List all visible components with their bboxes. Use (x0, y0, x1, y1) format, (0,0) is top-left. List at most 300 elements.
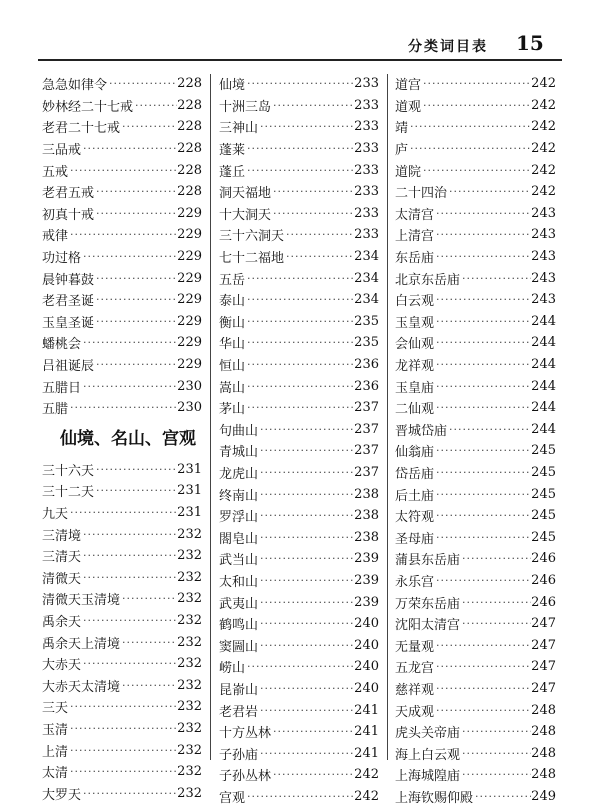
entry-page-number: 232 (177, 742, 202, 758)
dot-leader (133, 99, 177, 112)
entry-term: 嵩山 (219, 380, 246, 396)
entry-page-number: 237 (354, 443, 379, 459)
index-entry (219, 159, 379, 181)
entry-term: 昆嵛山 (219, 682, 259, 698)
entry-term: 洞天福地 (219, 186, 272, 202)
dot-leader (94, 315, 177, 328)
entry-term: 罗浮山 (219, 510, 259, 526)
entry-page-number: 232 (177, 612, 202, 628)
entry-page-number: 232 (177, 526, 202, 542)
dot-leader (81, 614, 177, 627)
index-entry (42, 653, 202, 675)
dot-leader (81, 571, 177, 584)
index-entry (219, 332, 379, 354)
index-entry (395, 73, 556, 95)
index-entry (42, 224, 202, 246)
entry-term: 天成观 (395, 704, 435, 720)
dot-leader (434, 293, 531, 306)
entry-term: 老君岩 (219, 704, 259, 720)
page-number: 15 (516, 31, 544, 55)
dot-leader (258, 531, 354, 544)
entry-page-number: 229 (177, 357, 202, 373)
index-entry (42, 73, 202, 95)
entry-page-number: 233 (354, 141, 379, 157)
dot-leader (258, 617, 354, 630)
entry-term: 沈阳太清宫 (395, 618, 461, 634)
index-entry (395, 311, 556, 333)
dot-leader (460, 552, 531, 565)
dot-leader (81, 549, 177, 562)
dot-leader (258, 704, 354, 717)
entry-page-number: 244 (531, 335, 556, 351)
index-entry (42, 523, 202, 545)
entry-page-number: 233 (354, 205, 379, 221)
dot-leader (258, 120, 354, 133)
index-entry (395, 203, 556, 225)
entry-term: 戒律 (42, 229, 69, 245)
entry-term: 岱岳庙 (395, 466, 435, 482)
entry-page-number: 232 (177, 591, 202, 607)
entry-term: 恒山 (219, 359, 246, 375)
entry-term: 功过格 (42, 251, 82, 267)
index-column-1 (42, 73, 202, 804)
dot-leader (68, 700, 177, 713)
entry-page-number: 237 (354, 421, 379, 437)
entry-term: 武当山 (219, 553, 259, 569)
dot-leader (460, 725, 531, 738)
dot-leader (434, 639, 531, 652)
index-entry (219, 462, 379, 484)
entry-page-number: 233 (354, 97, 379, 113)
index-entry (395, 224, 556, 246)
index-entry (395, 440, 556, 462)
entry-page-number: 244 (531, 357, 556, 373)
entry-page-number: 232 (177, 764, 202, 780)
index-entry (42, 588, 202, 610)
entry-term: 晋城岱庙 (395, 423, 448, 439)
index-entry (219, 203, 379, 225)
entry-term: 华山 (219, 337, 246, 353)
dot-leader (271, 207, 354, 220)
index-entry (219, 483, 379, 505)
entry-term: 清微天 (42, 571, 82, 587)
column-divider (387, 74, 388, 760)
entry-page-number: 247 (531, 680, 556, 696)
entry-page-number: 237 (354, 400, 379, 416)
index-entry (42, 138, 202, 160)
entry-term: 虎头关帝庙 (395, 726, 461, 742)
entry-term: 仙翁庙 (395, 445, 435, 461)
entry-term: 蓬丘 (219, 164, 246, 180)
entry-page-number: 229 (177, 270, 202, 286)
entry-term: 鹤鸣山 (219, 618, 259, 634)
index-entry (42, 203, 202, 225)
entry-term: 子孙庙 (219, 747, 259, 763)
entry-page-number: 229 (177, 292, 202, 308)
index-entry (42, 782, 202, 804)
entry-term: 禹余天上清境 (42, 636, 121, 652)
entry-term: 圣母庙 (395, 531, 435, 547)
entry-term: 十方丛林 (219, 726, 272, 742)
dot-leader (258, 574, 354, 587)
index-entry (219, 526, 379, 548)
entry-page-number: 241 (354, 702, 379, 718)
dot-leader (421, 164, 531, 177)
entry-page-number: 248 (531, 724, 556, 740)
entry-page-number: 235 (354, 313, 379, 329)
index-entry (219, 354, 379, 376)
dot-leader (94, 207, 177, 220)
entry-term: 十大洞天 (219, 207, 272, 223)
index-entry (219, 591, 379, 613)
dot-leader (421, 99, 531, 112)
index-entry (395, 332, 556, 354)
entry-page-number: 243 (531, 292, 556, 308)
dot-leader (245, 336, 354, 349)
entry-term: 五戒 (42, 164, 69, 180)
index-entry (42, 116, 202, 138)
entry-term: 三天 (42, 701, 69, 717)
entry-page-number: 247 (531, 659, 556, 675)
entry-term: 子孙丛林 (219, 769, 272, 785)
entry-page-number: 230 (177, 400, 202, 416)
entry-page-number: 229 (177, 335, 202, 351)
entry-page-number: 247 (531, 616, 556, 632)
index-entry (395, 375, 556, 397)
entry-term: 万荣东岳庙 (395, 596, 461, 612)
dot-leader (434, 488, 531, 501)
entry-page-number: 228 (177, 184, 202, 200)
dot-leader (81, 380, 177, 393)
dot-leader (68, 164, 177, 177)
entry-term: 三清境 (42, 528, 82, 544)
dot-leader (258, 552, 354, 565)
index-entry (219, 548, 379, 570)
entry-page-number: 229 (177, 205, 202, 221)
index-entry (42, 674, 202, 696)
dot-leader (81, 787, 177, 800)
entry-page-number: 242 (531, 162, 556, 178)
entry-term: 道宫 (395, 78, 422, 94)
dot-leader (271, 768, 354, 781)
entry-term: 上海钦赐仰殿 (395, 790, 474, 806)
entry-page-number: 245 (531, 464, 556, 480)
entry-page-number: 243 (531, 249, 556, 265)
entry-term: 七十二福地 (219, 251, 285, 267)
dot-leader (271, 99, 354, 112)
index-entry (42, 159, 202, 181)
entry-page-number: 238 (354, 508, 379, 524)
dot-leader (68, 744, 177, 757)
entry-term: 茅山 (219, 402, 246, 418)
entry-page-number: 244 (531, 313, 556, 329)
entry-page-number: 236 (354, 357, 379, 373)
entry-page-number: 248 (531, 745, 556, 761)
entry-page-number: 248 (531, 702, 556, 718)
index-entry (42, 610, 202, 632)
index-entry (42, 397, 202, 419)
index-entry (395, 95, 556, 117)
dot-leader (245, 77, 354, 90)
dot-leader (120, 592, 177, 605)
dot-leader (94, 463, 177, 476)
index-entry (219, 613, 379, 635)
dot-leader (271, 185, 354, 198)
entry-term: 三十六天 (42, 463, 95, 479)
entry-page-number: 238 (354, 529, 379, 545)
dot-leader (258, 639, 354, 652)
entry-term: 窦圌山 (219, 639, 259, 655)
entry-page-number: 233 (354, 162, 379, 178)
dot-leader (120, 636, 177, 649)
entry-page-number: 243 (531, 270, 556, 286)
entry-page-number: 242 (531, 119, 556, 135)
entry-term: 庐 (395, 143, 409, 159)
index-entry (219, 656, 379, 678)
index-entry (395, 419, 556, 441)
index-entry (395, 483, 556, 505)
index-entry (219, 786, 379, 807)
index-entry (395, 138, 556, 160)
entry-term: 无量观 (395, 639, 435, 655)
entry-term: 后土庙 (395, 488, 435, 504)
index-entry (395, 159, 556, 181)
entry-term: 清微天玉清境 (42, 593, 121, 609)
entry-page-number: 234 (354, 249, 379, 265)
dot-leader (81, 336, 177, 349)
index-entry (219, 138, 379, 160)
entry-term: 二十四治 (395, 186, 448, 202)
dot-leader (81, 528, 177, 541)
entry-page-number: 229 (177, 313, 202, 329)
index-entry (42, 502, 202, 524)
entry-page-number: 245 (531, 508, 556, 524)
entry-term: 晨钟暮鼓 (42, 272, 95, 288)
dot-leader (447, 185, 531, 198)
dot-leader (434, 531, 531, 544)
dot-leader (434, 509, 531, 522)
dot-leader (81, 142, 177, 155)
index-entry (219, 634, 379, 656)
dot-leader (434, 704, 531, 717)
entry-page-number: 234 (354, 270, 379, 286)
entry-term: 五岳 (219, 272, 246, 288)
entry-term: 永乐宫 (395, 574, 435, 590)
index-entry (219, 764, 379, 786)
dot-leader (245, 790, 354, 803)
entry-page-number: 246 (531, 551, 556, 567)
index-entry (395, 786, 556, 807)
dot-leader (68, 722, 177, 735)
dot-leader (434, 444, 531, 457)
entry-term: 三十二天 (42, 485, 95, 501)
entry-term: 句曲山 (219, 423, 259, 439)
dot-leader (460, 747, 531, 760)
entry-page-number: 246 (531, 594, 556, 610)
index-entry (395, 721, 556, 743)
entry-page-number: 233 (354, 227, 379, 243)
dot-leader (421, 77, 531, 90)
entry-page-number: 242 (531, 184, 556, 200)
index-entry (42, 311, 202, 333)
index-entry (219, 311, 379, 333)
index-entry (219, 505, 379, 527)
entry-term: 靖 (395, 121, 409, 137)
index-entry (219, 116, 379, 138)
index-entry (42, 459, 202, 481)
index-entry (219, 289, 379, 311)
entry-term: 衡山 (219, 315, 246, 331)
dot-leader (258, 747, 354, 760)
dot-leader (68, 401, 177, 414)
index-entry (395, 354, 556, 376)
entry-page-number: 233 (354, 184, 379, 200)
dot-leader (408, 120, 531, 133)
index-entry (42, 631, 202, 653)
entry-term: 会仙观 (395, 337, 435, 353)
index-column-3 (395, 73, 556, 807)
index-entry (42, 332, 202, 354)
dot-leader (245, 315, 354, 328)
entry-term: 龙祥观 (395, 359, 435, 375)
index-entry (219, 440, 379, 462)
entry-term: 太清 (42, 766, 69, 782)
page-header (0, 0, 604, 58)
entry-term: 老君二十七戒 (42, 121, 121, 137)
entry-page-number: 239 (354, 594, 379, 610)
dot-leader (434, 315, 531, 328)
entry-term: 十洲三岛 (219, 99, 272, 115)
entry-term: 三十六洞天 (219, 229, 285, 245)
dot-leader (245, 358, 354, 371)
header-rule (38, 59, 562, 61)
entry-page-number: 249 (531, 788, 556, 804)
index-entry (395, 764, 556, 786)
entry-page-number: 229 (177, 249, 202, 265)
entry-page-number: 242 (354, 767, 379, 783)
dot-leader (271, 725, 354, 738)
index-entry (395, 462, 556, 484)
index-entry (395, 699, 556, 721)
dot-leader (245, 380, 354, 393)
entry-page-number: 243 (531, 205, 556, 221)
entry-page-number: 243 (531, 227, 556, 243)
entry-term: 太和山 (219, 574, 259, 590)
dot-leader (258, 444, 354, 457)
dot-leader (434, 380, 531, 393)
index-entry (395, 570, 556, 592)
entry-term: 武夷山 (219, 596, 259, 612)
index-entry (42, 375, 202, 397)
entry-term: 蒲县东岳庙 (395, 553, 461, 569)
entry-term: 崂山 (219, 661, 246, 677)
entry-term: 急急如律令 (42, 78, 108, 94)
entry-page-number: 233 (354, 76, 379, 92)
entry-term: 蓬莱 (219, 143, 246, 159)
section-heading: 仙境、名山、宫观 (60, 428, 196, 449)
entry-term: 慈祥观 (395, 682, 435, 698)
entry-page-number: 232 (177, 569, 202, 585)
index-entry (395, 634, 556, 656)
dot-leader (434, 228, 531, 241)
index-entry (42, 289, 202, 311)
index-entry (219, 419, 379, 441)
index-entry (395, 267, 556, 289)
entry-page-number: 246 (531, 572, 556, 588)
entry-term: 玉清 (42, 722, 69, 738)
entry-page-number: 229 (177, 227, 202, 243)
entry-page-number: 228 (177, 97, 202, 113)
index-entry (42, 545, 202, 567)
entry-page-number: 228 (177, 162, 202, 178)
dot-leader (434, 466, 531, 479)
index-entry (219, 678, 379, 700)
index-entry (395, 526, 556, 548)
entry-term: 大赤天太清境 (42, 679, 121, 695)
entry-term: 道观 (395, 99, 422, 115)
index-entry (42, 566, 202, 588)
entry-page-number: 247 (531, 637, 556, 653)
index-entry (42, 739, 202, 761)
entry-page-number: 228 (177, 119, 202, 135)
entry-page-number: 244 (531, 421, 556, 437)
index-entry (395, 505, 556, 527)
dot-leader (460, 272, 531, 285)
entry-page-number: 240 (354, 616, 379, 632)
dot-leader (434, 574, 531, 587)
entry-term: 蟠桃会 (42, 337, 82, 353)
index-entry (219, 397, 379, 419)
index-entry (395, 397, 556, 419)
entry-term: 五腊 (42, 402, 69, 418)
index-entry (219, 375, 379, 397)
dot-leader (245, 142, 354, 155)
entry-term: 太符观 (395, 510, 435, 526)
index-entry (42, 696, 202, 718)
entry-term: 北京东岳庙 (395, 272, 461, 288)
entry-page-number: 241 (354, 745, 379, 761)
dot-leader (434, 358, 531, 371)
entry-page-number: 232 (177, 634, 202, 650)
index-entry (395, 591, 556, 613)
entry-term: 三神山 (219, 121, 259, 137)
dot-leader (258, 488, 354, 501)
index-entry (42, 181, 202, 203)
index-entry (42, 354, 202, 376)
entry-page-number: 242 (531, 97, 556, 113)
entry-term: 禹余天 (42, 614, 82, 630)
entry-group (42, 73, 202, 419)
entry-term: 三品戒 (42, 143, 82, 159)
dot-leader (434, 660, 531, 673)
entry-page-number: 232 (177, 785, 202, 801)
entry-term: 东岳庙 (395, 251, 435, 267)
column-divider (210, 74, 211, 760)
entry-term: 五龙宫 (395, 661, 435, 677)
entry-page-number: 242 (531, 76, 556, 92)
dot-leader (434, 250, 531, 263)
dot-leader (245, 293, 354, 306)
entry-page-number: 228 (177, 141, 202, 157)
entry-term: 三清天 (42, 550, 82, 566)
dot-leader (434, 401, 531, 414)
dot-leader (460, 768, 531, 781)
entry-page-number: 235 (354, 335, 379, 351)
entry-page-number: 239 (354, 572, 379, 588)
entry-term: 大赤天 (42, 658, 82, 674)
entry-term: 玉皇观 (395, 315, 435, 331)
entry-term: 泰山 (219, 294, 246, 310)
